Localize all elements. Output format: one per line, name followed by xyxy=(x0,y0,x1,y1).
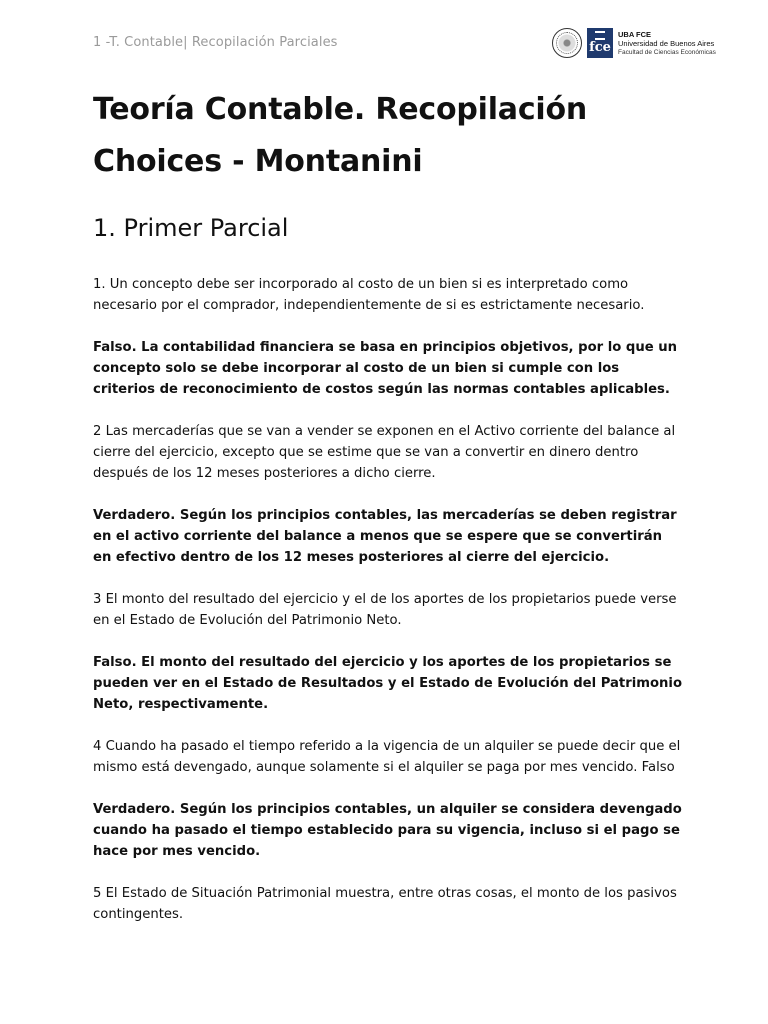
uba-fce-logo xyxy=(552,27,716,59)
logo-text-line1: UBA FCE xyxy=(618,29,652,39)
page-header xyxy=(0,0,768,80)
question-5: 5 El Estado de Situación Patrimonial muestra, entre otras cosas, el monto de los pasivos contingentes. xyxy=(93,886,677,922)
logo-text-line2: Universidad de Buenos Aires xyxy=(618,38,715,48)
university-seal-icon xyxy=(552,28,582,58)
document-title-line1: Teoría Contable. Recopilación xyxy=(93,92,588,127)
document-body xyxy=(93,84,683,946)
question-answer-list xyxy=(93,274,683,925)
answer-2: Verdadero. Según los principios contables, las mercaderías se deben registrar en el activo corriente del balance a menos que se espere que se convertirán en efectivo dentro de los 12 meses posteriores al cierre del ejercicio. xyxy=(93,508,677,565)
answer-4: Verdadero. Según los principios contables, un alquiler se considera devengado cuando ha pasado el tiempo establecido para su vigencia, incluso si el pago se hace por mes vencido. xyxy=(93,802,682,859)
running-title: 1 -T. Contable| Recopilación Parciales xyxy=(93,35,338,50)
question-2: 2 Las mercaderías que se van a vender se exponen en el Activo corriente del balance al cierre del ejercicio, excepto que se estime que se van a convertir en dinero dentro después de los 12 meses posteriores a dicho cierre. xyxy=(93,424,676,481)
answer-3: Falso. El monto del resultado del ejercicio y los aportes de los propietarios se pueden ver en el Estado de Resultados y el Estado de Evolución del Patrimonio Neto, respectivamente. xyxy=(93,655,683,712)
question-4: 4 Cuando ha pasado el tiempo referido a la vigencia de un alquiler se puede decir que el mismo está devengado, aunque solamente si el alquiler se paga por mes vencido. Falso xyxy=(93,739,681,775)
logo-text xyxy=(618,30,716,57)
document-title xyxy=(93,84,683,188)
question-1: 1. Un concepto debe ser incorporado al costo de un bien si es interpretado como necesario por el comprador, independientemente de si es estrictamente necesario. xyxy=(93,277,645,313)
section-heading: 1. Primer Parcial xyxy=(93,214,289,242)
fce-logo-mark: fce xyxy=(587,28,613,58)
question-3: 3 El monto del resultado del ejercicio y el de los aportes de los propietarios puede verse en el Estado de Evolución del Patrimonio Neto. xyxy=(93,592,677,628)
document-title-line2: Choices - Montanini xyxy=(93,144,423,179)
answer-1: Falso. La contabilidad financiera se basa en principios objetivos, por lo que un concepto solo se debe incorporar al costo de un bien si cumple con los criterios de reconocimiento de costos según las normas contables aplicables. xyxy=(93,340,678,397)
logo-text-line3: Facultad de Ciencias Económicas xyxy=(618,48,716,56)
